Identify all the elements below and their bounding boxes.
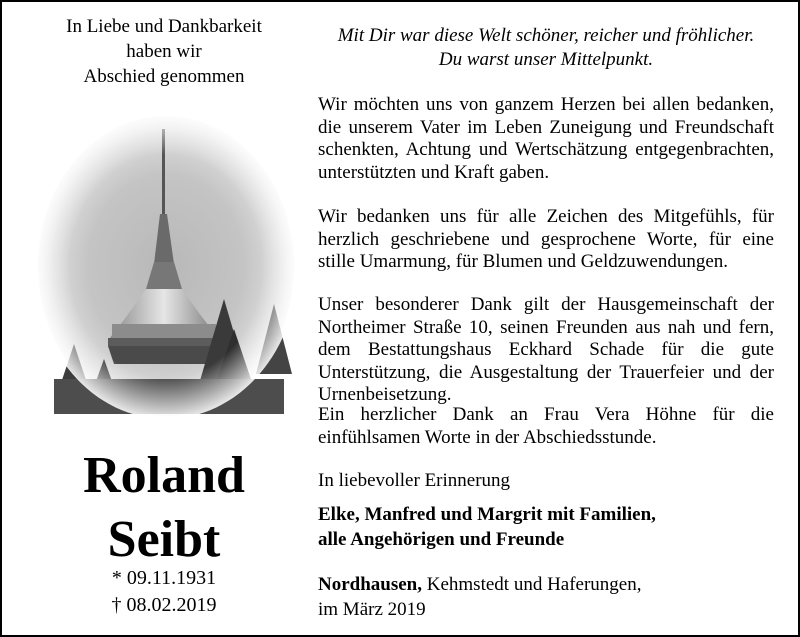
place-line	[318, 572, 642, 597]
quote	[318, 24, 774, 72]
family-line-2: alle Angehörigen und Freunde	[318, 529, 565, 550]
last-name: Seibt	[107, 511, 221, 568]
paragraph-thanks: Wir möchten uns von ganzem Herzen bei allen bedanken, die unserem Vater im Leben Zuneigung und Freundschaft schenkten, Achtung und Wertschätzung entgegenbrachten, unterstützten und Kraft gaben.	[318, 94, 774, 183]
life-dates	[24, 565, 304, 619]
quote-line-2: Du warst unser Mittelpunkt.	[438, 49, 654, 70]
left-column	[24, 14, 304, 89]
paragraph-special-thanks: Unser besonderer Dank gilt der Hausgemeinschaft der Northeimer Straße 10, seinen Freunden aus nah und fern, dem Bestattungshaus Eckhard Schade für die gute Unterstützung, die Ausgestaltung der Trauerfeier und der Urnenbeisetzung.	[318, 294, 774, 405]
date-line: im März 2019	[318, 599, 426, 620]
death-date: † 08.02.2019	[111, 594, 217, 616]
intro-text	[24, 14, 304, 89]
deceased-name	[24, 444, 304, 572]
paragraph-speaker: Ein herzlicher Dank an Frau Vera Höhne für die einfühlsamen Worte in der Abschiedsstunde.	[318, 404, 774, 448]
family-signature	[318, 502, 656, 552]
place-rest: Kehmstedt und Haferungen,	[422, 574, 642, 595]
paragraph-sympathy: Wir bedanken uns für alle Zeichen des Mitgefühls, für herzlich geschriebene und gesprochene Worte, für eine stille Umarmung, für Blumen und Geldzuwendungen.	[318, 206, 774, 272]
intro-line-1: In Liebe und Dankbarkeit	[66, 16, 262, 37]
intro-line-3: Abschied genommen	[83, 66, 245, 87]
place-date	[318, 572, 642, 622]
place-bold: Nordhausen,	[318, 574, 422, 595]
family-line-1: Elke, Manfred und Margrit mit Familien,	[318, 504, 656, 525]
right-column	[318, 24, 774, 620]
intro-line-2: haben wir	[126, 41, 202, 62]
tower-photo	[34, 114, 298, 419]
quote-line-1: Mit Dir war diese Welt schöner, reicher und fröhlicher.	[337, 25, 755, 46]
birth-date: * 09.11.1931	[111, 567, 217, 589]
first-name: Roland	[83, 447, 245, 504]
greeting: In liebevoller Erinnerung	[318, 470, 511, 491]
